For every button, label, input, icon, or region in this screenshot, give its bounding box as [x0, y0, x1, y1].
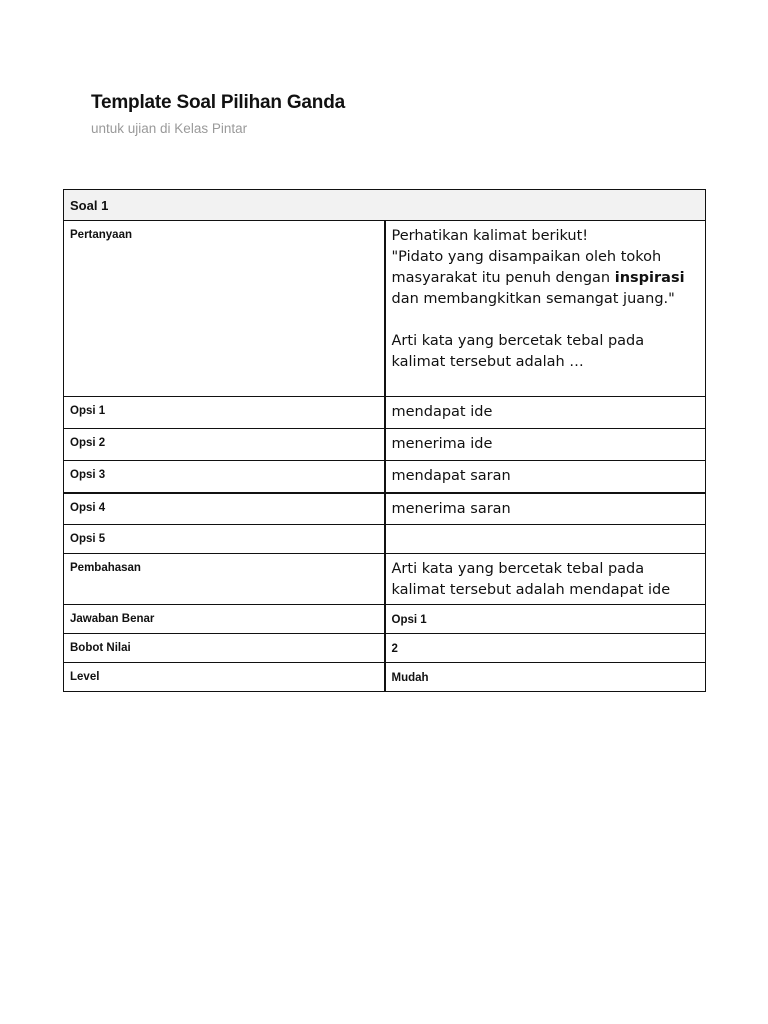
option-value: menerima ide [385, 429, 706, 461]
option-label: Opsi 4 [64, 493, 385, 525]
explanation-row [64, 554, 706, 605]
question-text [385, 221, 706, 397]
explanation-line: Arti kata yang bercetak tebal pada [391, 561, 645, 577]
question-bold-word: inspirasi [614, 270, 685, 286]
question-line [392, 268, 700, 289]
option-row-4 [64, 493, 706, 525]
question-label: Pertanyaan [64, 221, 385, 397]
option-row-1 [64, 397, 706, 429]
option-label: Opsi 1 [64, 397, 385, 429]
level-value: Mudah [385, 663, 706, 692]
question-line: kalimat tersebut adalah … [391, 354, 584, 370]
option-row-3 [64, 461, 706, 493]
question-row [64, 221, 706, 397]
option-label: Opsi 5 [64, 525, 385, 554]
option-value [385, 525, 706, 554]
question-line: Perhatikan kalimat berikut! [391, 228, 589, 244]
question-line: "Pidato yang disampaikan oleh tokoh [391, 249, 662, 265]
answer-label: Jawaban Benar [64, 605, 385, 634]
score-weight-label: Bobot Nilai [64, 634, 385, 663]
question-line: dan membangkitkan semangat juang." [391, 291, 675, 307]
question-line: Arti kata yang bercetak tebal pada [391, 333, 645, 349]
option-value: mendapat ide [385, 397, 706, 429]
level-row [64, 663, 706, 692]
question-header-row [64, 190, 706, 221]
question-line-text: masyarakat itu penuh dengan [391, 270, 615, 286]
score-weight-row [64, 634, 706, 663]
answer-row [64, 605, 706, 634]
question-header: Soal 1 [64, 190, 706, 221]
explanation-line: kalimat tersebut adalah mendapat ide [391, 582, 671, 598]
document-subtitle: untuk ujian di Kelas Pintar [91, 121, 248, 136]
level-label: Level [64, 663, 385, 692]
question-table [63, 189, 706, 692]
option-value: menerima saran [385, 493, 706, 525]
explanation-label: Pembahasan [64, 554, 385, 605]
option-label: Opsi 2 [64, 429, 385, 461]
score-weight-value: 2 [385, 634, 706, 663]
explanation-text [385, 554, 706, 605]
answer-value: Opsi 1 [385, 605, 706, 634]
option-row-2 [64, 429, 706, 461]
option-label: Opsi 3 [64, 461, 385, 493]
document-title: Template Soal Pilihan Ganda [91, 92, 345, 113]
option-row-5 [64, 525, 706, 554]
option-value: mendapat saran [385, 461, 706, 493]
question-spacer [392, 310, 700, 331]
